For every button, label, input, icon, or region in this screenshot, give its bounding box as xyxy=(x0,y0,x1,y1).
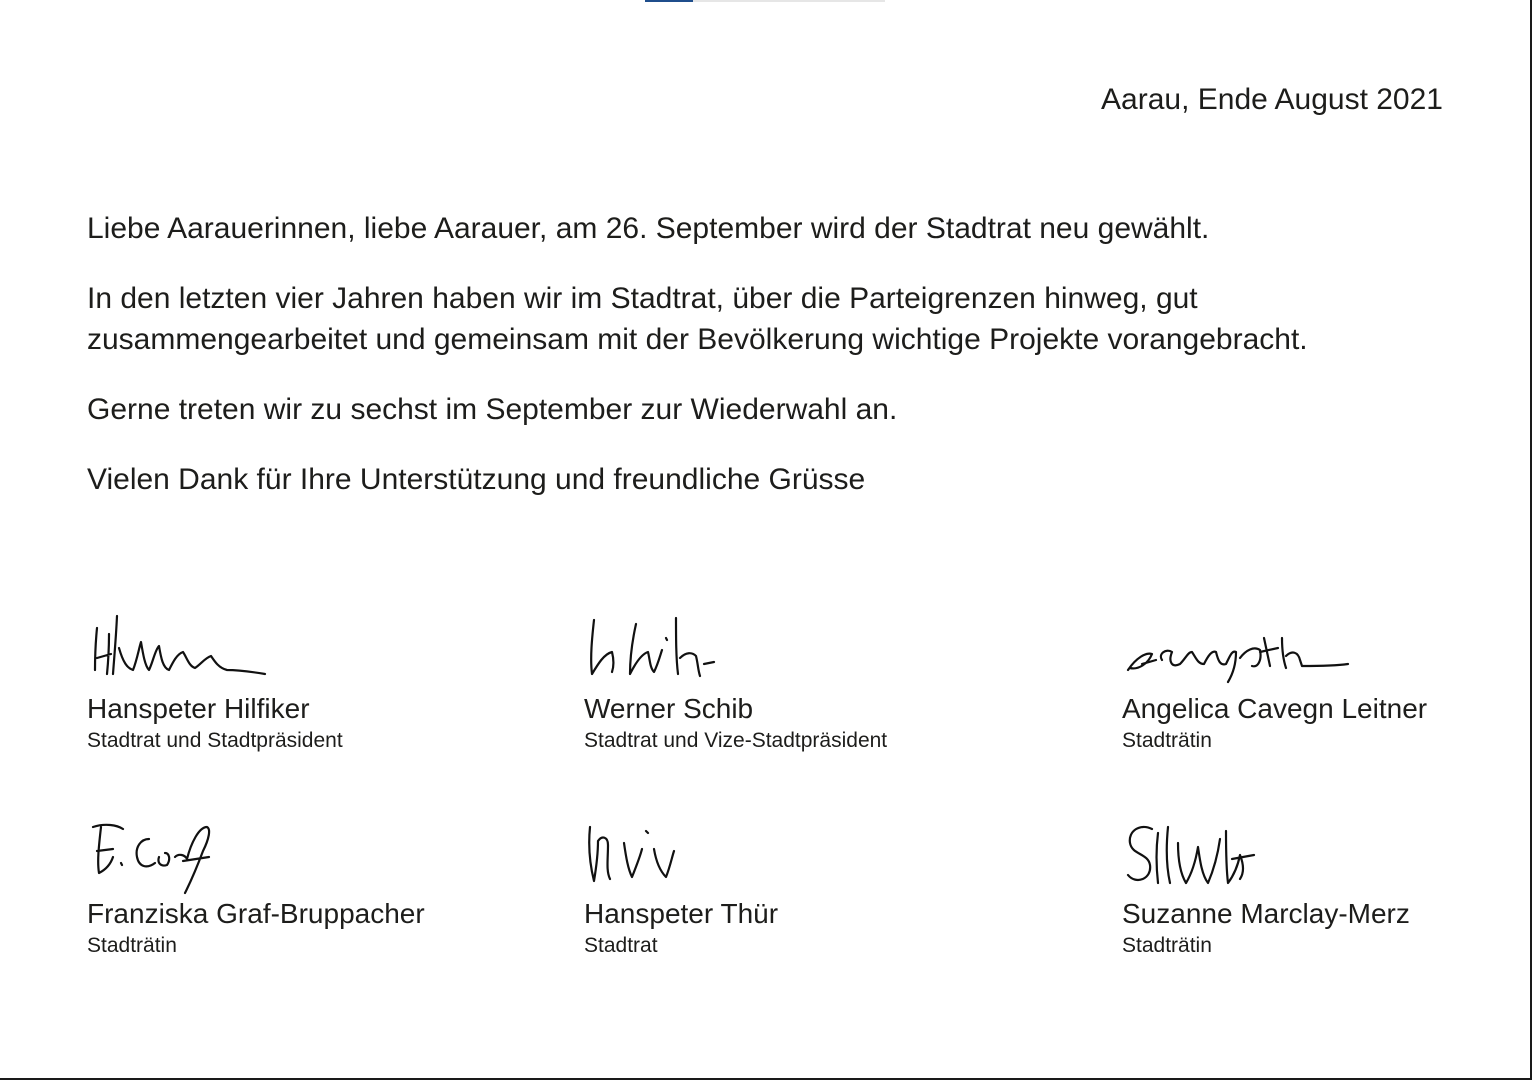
signatory-name: Hanspeter Thür xyxy=(584,898,779,929)
signatory-name: Franziska Graf-Bruppacher xyxy=(87,898,425,929)
signatory-role: Stadträtin xyxy=(87,934,177,957)
signature-hilfiker xyxy=(87,608,287,692)
letter-body xyxy=(87,208,1467,529)
signatory-name: Angelica Cavegn Leitner xyxy=(1122,693,1428,724)
signature-thuer xyxy=(584,813,784,897)
signatory-role: Stadträtin xyxy=(1122,934,1212,957)
letter-date: Aarau, Ende August 2021 xyxy=(1101,83,1443,116)
signatory-thuer xyxy=(584,813,1004,961)
signatory-name: Suzanne Marclay-Merz xyxy=(1122,898,1410,929)
top-edge-bar xyxy=(645,0,885,2)
signatory-schib xyxy=(584,608,1004,756)
paragraph-work-line-2: zusammengearbeitet und gemeinsam mit der Bevölkerung wichtige Projekte vorangebracht. xyxy=(87,323,1308,356)
signatory-hilfiker xyxy=(87,608,507,756)
paragraph-reelection: Gerne treten wir zu sechst im September zur Wiederwahl an. xyxy=(87,393,898,426)
signatory-role: Stadträtin xyxy=(1122,729,1212,752)
signature-graf-bruppacher xyxy=(87,813,287,897)
signatory-role: Stadtrat und Stadtpräsident xyxy=(87,729,343,752)
signature-marclay-merz xyxy=(1122,813,1322,897)
signature-cavegn-leitner xyxy=(1122,608,1362,692)
signatory-role: Stadtrat xyxy=(584,934,658,957)
paragraph-work-line-1: In den letzten vier Jahren haben wir im Stadtrat, über die Parteigrenzen hinweg, gut xyxy=(87,282,1198,315)
signatory-marclay-merz xyxy=(1122,813,1532,961)
top-edge-accent xyxy=(645,0,693,2)
paragraph-greeting: Liebe Aarauerinnen, liebe Aarauer, am 26. September wird der Stadtrat neu gewählt. xyxy=(87,212,1210,245)
signatory-name: Hanspeter Hilfiker xyxy=(87,693,310,724)
signatory-name: Werner Schib xyxy=(584,693,754,724)
signature-schib xyxy=(584,608,784,692)
signatory-cavegn-leitner xyxy=(1122,608,1532,756)
paragraph-closing: Vielen Dank für Ihre Unterstützung und freundliche Grüsse xyxy=(87,463,866,496)
signatory-graf-bruppacher xyxy=(87,813,507,961)
signatory-role: Stadtrat und Vize-Stadtpräsident xyxy=(584,729,888,752)
